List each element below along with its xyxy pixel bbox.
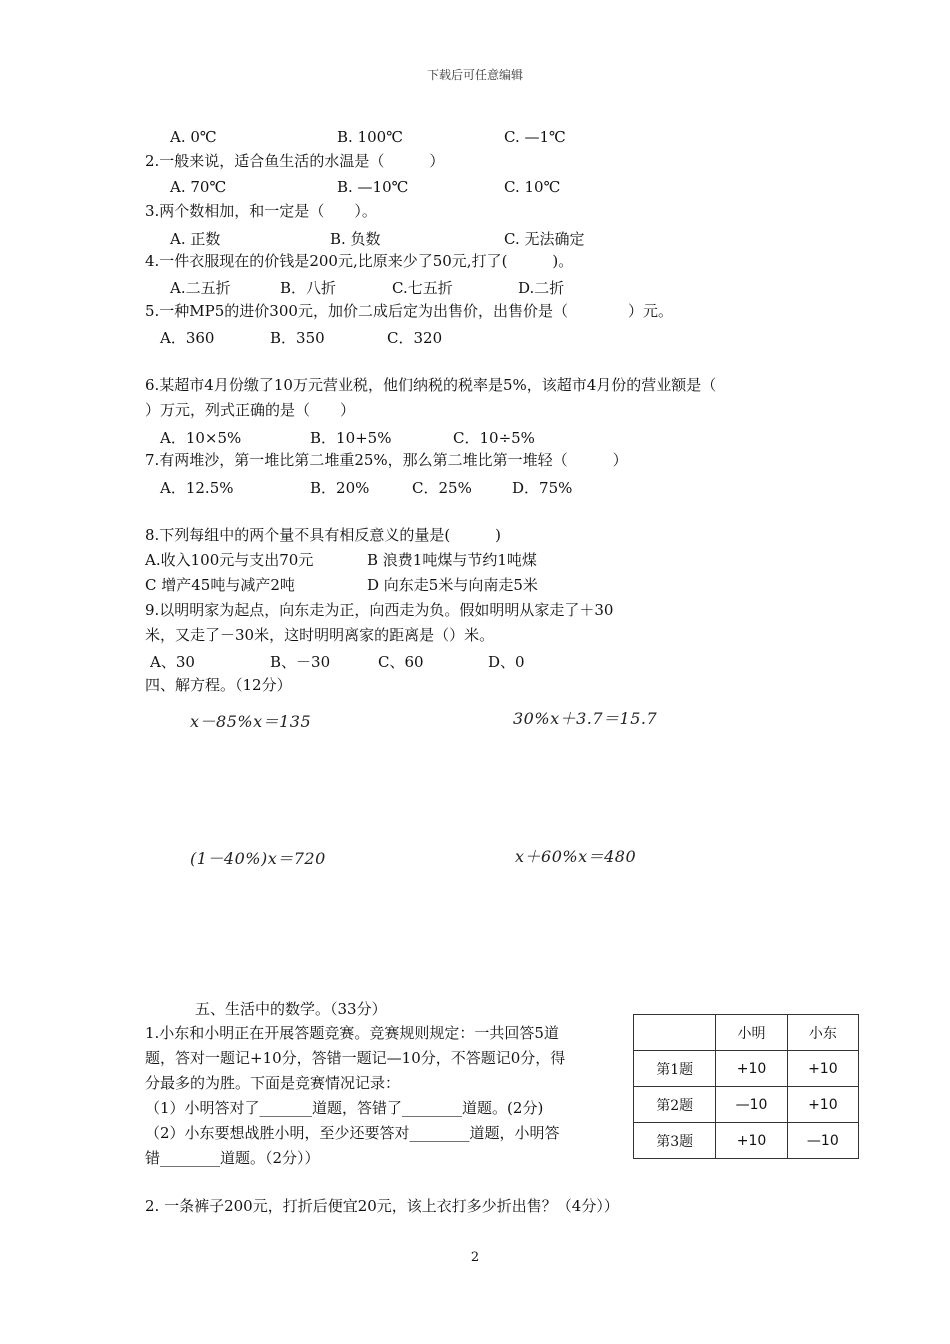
- q1-option-b: B. 100℃: [337, 128, 403, 146]
- problem-1-line: （2）小东要想战胜小明，至少还要答对________道题，小明答: [145, 1124, 560, 1142]
- q6-stem-line2: ）万元，列式正确的是（ ）: [145, 401, 356, 419]
- table-header-row: [634, 1015, 859, 1051]
- q5-option-a: A．360: [160, 329, 215, 347]
- table-row: [634, 1087, 859, 1123]
- q4-option-d: D.二折: [518, 279, 565, 297]
- q9-option-c: C、60: [378, 653, 424, 671]
- table-header-cell: [634, 1015, 716, 1051]
- q4-option-b: B．八折: [280, 279, 337, 297]
- score-table: [633, 1014, 859, 1159]
- equation-1: x－85%x＝135: [190, 712, 312, 731]
- q7-option-b: B．20%: [310, 479, 370, 497]
- q2-option-b: B. —10℃: [337, 178, 409, 196]
- equation-2: 30%x＋3.7＝15.7: [513, 709, 658, 728]
- q6-stem-line1: 6.某超市4月份缴了10万元营业税，他们纳税的税率是5%，该超市4月份的营业额是（: [145, 376, 717, 394]
- table-row: [634, 1123, 859, 1159]
- table-cell: +10: [716, 1051, 787, 1087]
- q3-option-a: A. 正数: [170, 230, 221, 248]
- q9-stem-line1: 9.以明明家为起点，向东走为正，向西走为负。假如明明从家走了＋30: [145, 601, 614, 619]
- q2-option-a: A. 70℃: [170, 178, 227, 196]
- q8-option-b: B 浪费1吨煤与节约1吨煤: [367, 551, 537, 569]
- problem-1-line: 错________道题。（2分））: [145, 1149, 320, 1167]
- q8-option-a: A.收入100元与支出70元: [145, 551, 314, 569]
- problem-1-text: [145, 1021, 623, 1171]
- q3-stem: 3.两个数相加，和一定是（ ）。: [145, 202, 377, 220]
- q7-option-a: A．12.5%: [160, 479, 234, 497]
- q4-option-a: A.二五折: [170, 279, 231, 297]
- table-cell: —10: [716, 1087, 787, 1123]
- equation-3: (1－40%)x＝720: [190, 849, 326, 868]
- table-cell: +10: [787, 1051, 858, 1087]
- table-header-cell: 小东: [787, 1015, 858, 1051]
- table-cell: 第2题: [634, 1087, 716, 1123]
- q4-option-c: C.七五折: [392, 279, 453, 297]
- page-header: 下载后可任意编辑: [426, 68, 523, 82]
- q3-option-c: C. 无法确定: [504, 230, 585, 248]
- q6-option-a: A．10×5%: [160, 429, 242, 447]
- q5-option-b: B．350: [270, 329, 325, 347]
- q8-option-c: C 增产45吨与减产2吨: [145, 576, 295, 594]
- problem-1-line: 分最多的为胜。下面是竞赛情况记录：: [145, 1074, 401, 1092]
- q4-stem: 4.一件衣服现在的价钱是200元,比原来少了50元,打了( )。: [145, 252, 574, 270]
- q5-option-c: C．320: [387, 329, 443, 347]
- q9-option-a: A、30: [150, 653, 195, 671]
- q2-option-c: C. 10℃: [504, 178, 561, 196]
- q5-stem: 5.一种MP5的进价300元，加价二成后定为出售价，出售价是（ ）元。: [145, 302, 673, 320]
- q7-stem: 7.有两堆沙，第一堆比第二堆重25%，那么第二堆比第一堆轻（ ）: [145, 451, 628, 469]
- table-cell: +10: [716, 1123, 787, 1159]
- q7-option-d: D．75%: [512, 479, 573, 497]
- problem-1-line: 题，答对一题记+10分，答错一题记—10分，不答题记0分，得: [145, 1049, 566, 1067]
- section5-title: 五、生活中的数学。（33分）: [195, 1000, 387, 1018]
- problem-2-text: 2. 一条裤子200元，打折后便宜20元，该上衣打多少折出售？（4分））: [145, 1197, 619, 1215]
- table-cell: —10: [787, 1123, 858, 1159]
- q9-option-d: D、0: [488, 653, 525, 671]
- q8-stem: 8.下列每组中的两个量不具有相反意义的量是( ): [145, 526, 502, 544]
- q1-option-c: C. —1℃: [504, 128, 566, 146]
- equation-4: x＋60%x＝480: [515, 847, 637, 866]
- q6-option-c: C．10÷5%: [453, 429, 535, 447]
- q3-option-b: B. 负数: [330, 230, 381, 248]
- q9-option-b: B、－30: [270, 653, 331, 671]
- table-cell: 第3题: [634, 1123, 716, 1159]
- q2-stem: 2.一般来说，适合鱼生活的水温是（ ）: [145, 152, 445, 170]
- table-row: [634, 1051, 859, 1087]
- table-header-cell: 小明: [716, 1015, 787, 1051]
- problem-1-line: 1.小东和小明正在开展答题竞赛。竞赛规则规定：一共回答5道: [145, 1024, 559, 1042]
- q8-option-d: D 向东走5米与向南走5米: [367, 576, 538, 594]
- table-cell: +10: [787, 1087, 858, 1123]
- q1-option-a: A. 0℃: [170, 128, 217, 146]
- q9-stem-line2: 米，又走了－30米，这时明明离家的距离是（）米。: [145, 626, 495, 644]
- section4-title: 四、解方程。（12分）: [145, 676, 292, 694]
- q7-option-c: C．25%: [412, 479, 472, 497]
- q6-option-b: B．10+5%: [310, 429, 392, 447]
- table-cell: 第1题: [634, 1051, 716, 1087]
- problem-1-line: （1）小明答对了_______道题，答错了________道题。(2分): [145, 1099, 544, 1117]
- page-number: 2: [470, 1250, 480, 1265]
